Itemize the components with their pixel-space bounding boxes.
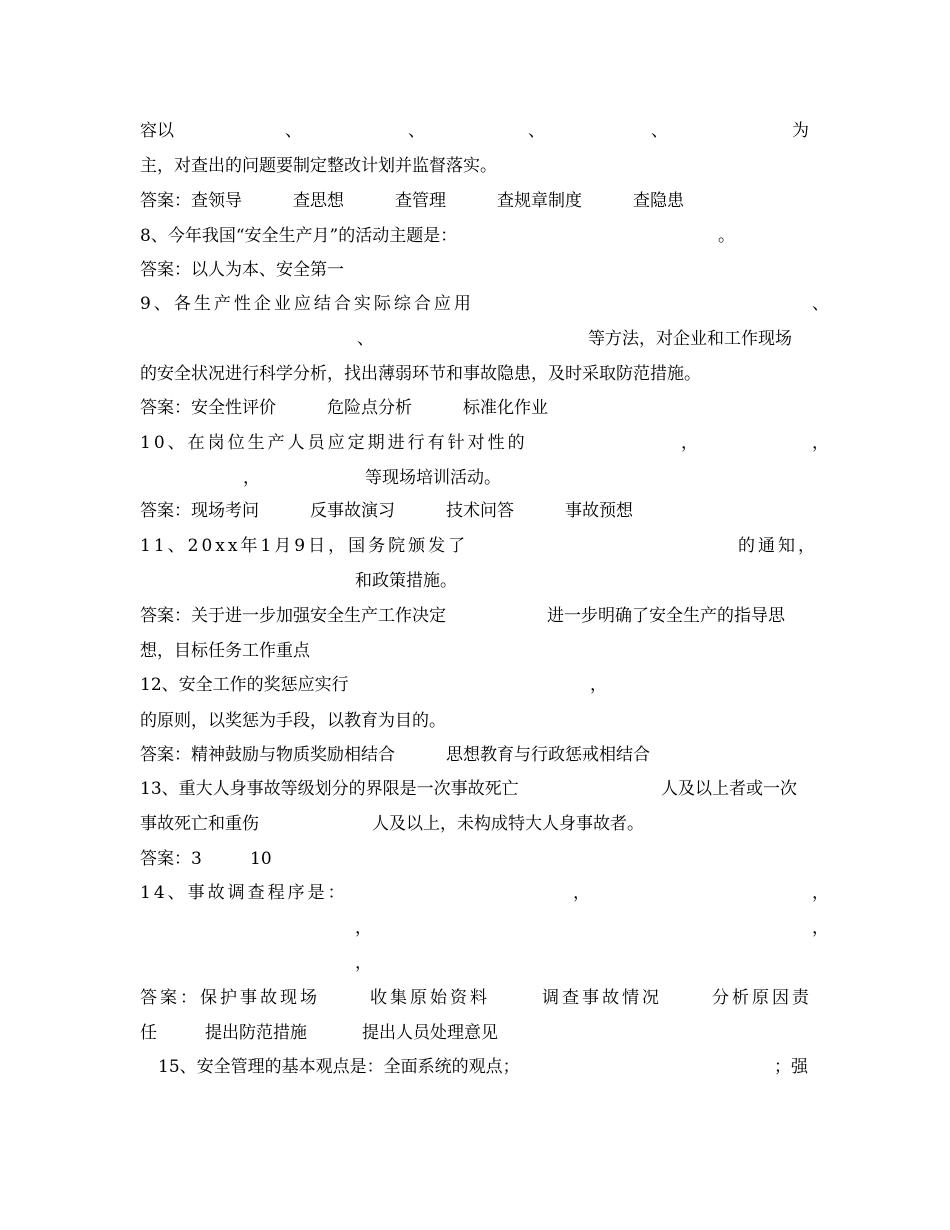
answer-line: 答案：保护事故现场 [140,988,320,1008]
text-line: 、 [408,121,425,141]
text-line: ， [243,468,260,488]
question-line: 8、今年我国“安全生产月”的活动主题是： [140,226,458,246]
text-line: ， [812,883,829,903]
text-line: 的安全状况进行科学分析，找出薄弱环节和事故隐患，及时采取防范措施。 [140,364,701,384]
text-line: 等现场培训活动。 [365,468,501,488]
answer-line: 调查事故情况 [542,988,662,1008]
text-line: 的通知， [738,536,818,556]
answer-line: 提出人员处理意见 [362,1023,498,1043]
text-line: 人及以上者或一次 [661,779,797,799]
text-line: 和政策措施。 [355,571,457,591]
text-line: ， [812,433,829,453]
text-line: 、 [528,121,545,141]
text-line: 人及以上，未构成特大人身事故者。 [372,814,644,834]
question-line: 14、事故调查程序是： [140,883,348,903]
text-line: ， [355,953,372,973]
text-line: ， [355,918,372,938]
answer-line: 答案：现场考问 反事故演习 技术问答 事故预想 [140,501,633,521]
text-line: ；强 [774,1057,808,1077]
text-line: ， [681,433,698,453]
answer-line: 答案：3 [140,849,202,869]
text-line: 、 [357,329,374,349]
answer-line: 进一步明确了安全生产的指导思 [547,606,785,626]
text-line: 容以 [140,121,174,141]
answer-line: 答案：以人为本、安全第一 [140,260,344,280]
question-line: 15、安全管理的基本观点是：全面系统的观点； [158,1057,520,1077]
question-line: 13、重大人身事故等级划分的界限是一次事故死亡 [140,779,519,799]
text-line: 、 [651,121,668,141]
text-line: 主，对查出的问题要制定整改计划并监督落实。 [140,156,497,176]
text-line: 事故死亡和重伤 [140,814,259,834]
text-line: ， [590,675,607,695]
text-line: 、 [285,121,302,141]
question-line: 12、安全工作的奖惩应实行 [140,675,349,695]
answer-line: 收集原始资料 [370,988,490,1008]
answer-line: 答案：精神鼓励与物质奖励相结合 思想教育与行政惩戒相结合 [140,745,650,765]
question-line: 10、在岗位生产人员应定期进行有针对性的 [140,433,528,453]
text-line: 、 [812,294,829,314]
text-line: 。 [718,226,735,246]
question-line: 9、各生产性企业应结合实际综合应用 [140,294,474,314]
answer-line: 10 [250,849,272,869]
answer-line: 答案：安全性评价 危险点分析 标准化作业 [140,398,548,418]
text-line: 的原则，以奖惩为手段，以教育为目的。 [140,711,446,731]
question-line: 11、20xx年1月9日，国务院颁发了 [140,536,469,556]
text-line: 等方法，对企业和工作现场 [588,329,792,349]
answer-line: 分析原因责 [712,988,812,1008]
answer-line: 想，目标任务工作重点 [140,641,310,661]
answer-line: 答案：查领导 查思想 查管理 查规章制度 查隐患 [140,191,684,211]
answer-line: 提出防范措施 [205,1023,307,1043]
text-line: ， [812,918,829,938]
answer-line: 任 [140,1023,157,1043]
text-line: ， [573,883,590,903]
answer-line: 答案：关于进一步加强安全生产工作决定 [140,606,446,626]
text-line: 为 [792,121,809,141]
